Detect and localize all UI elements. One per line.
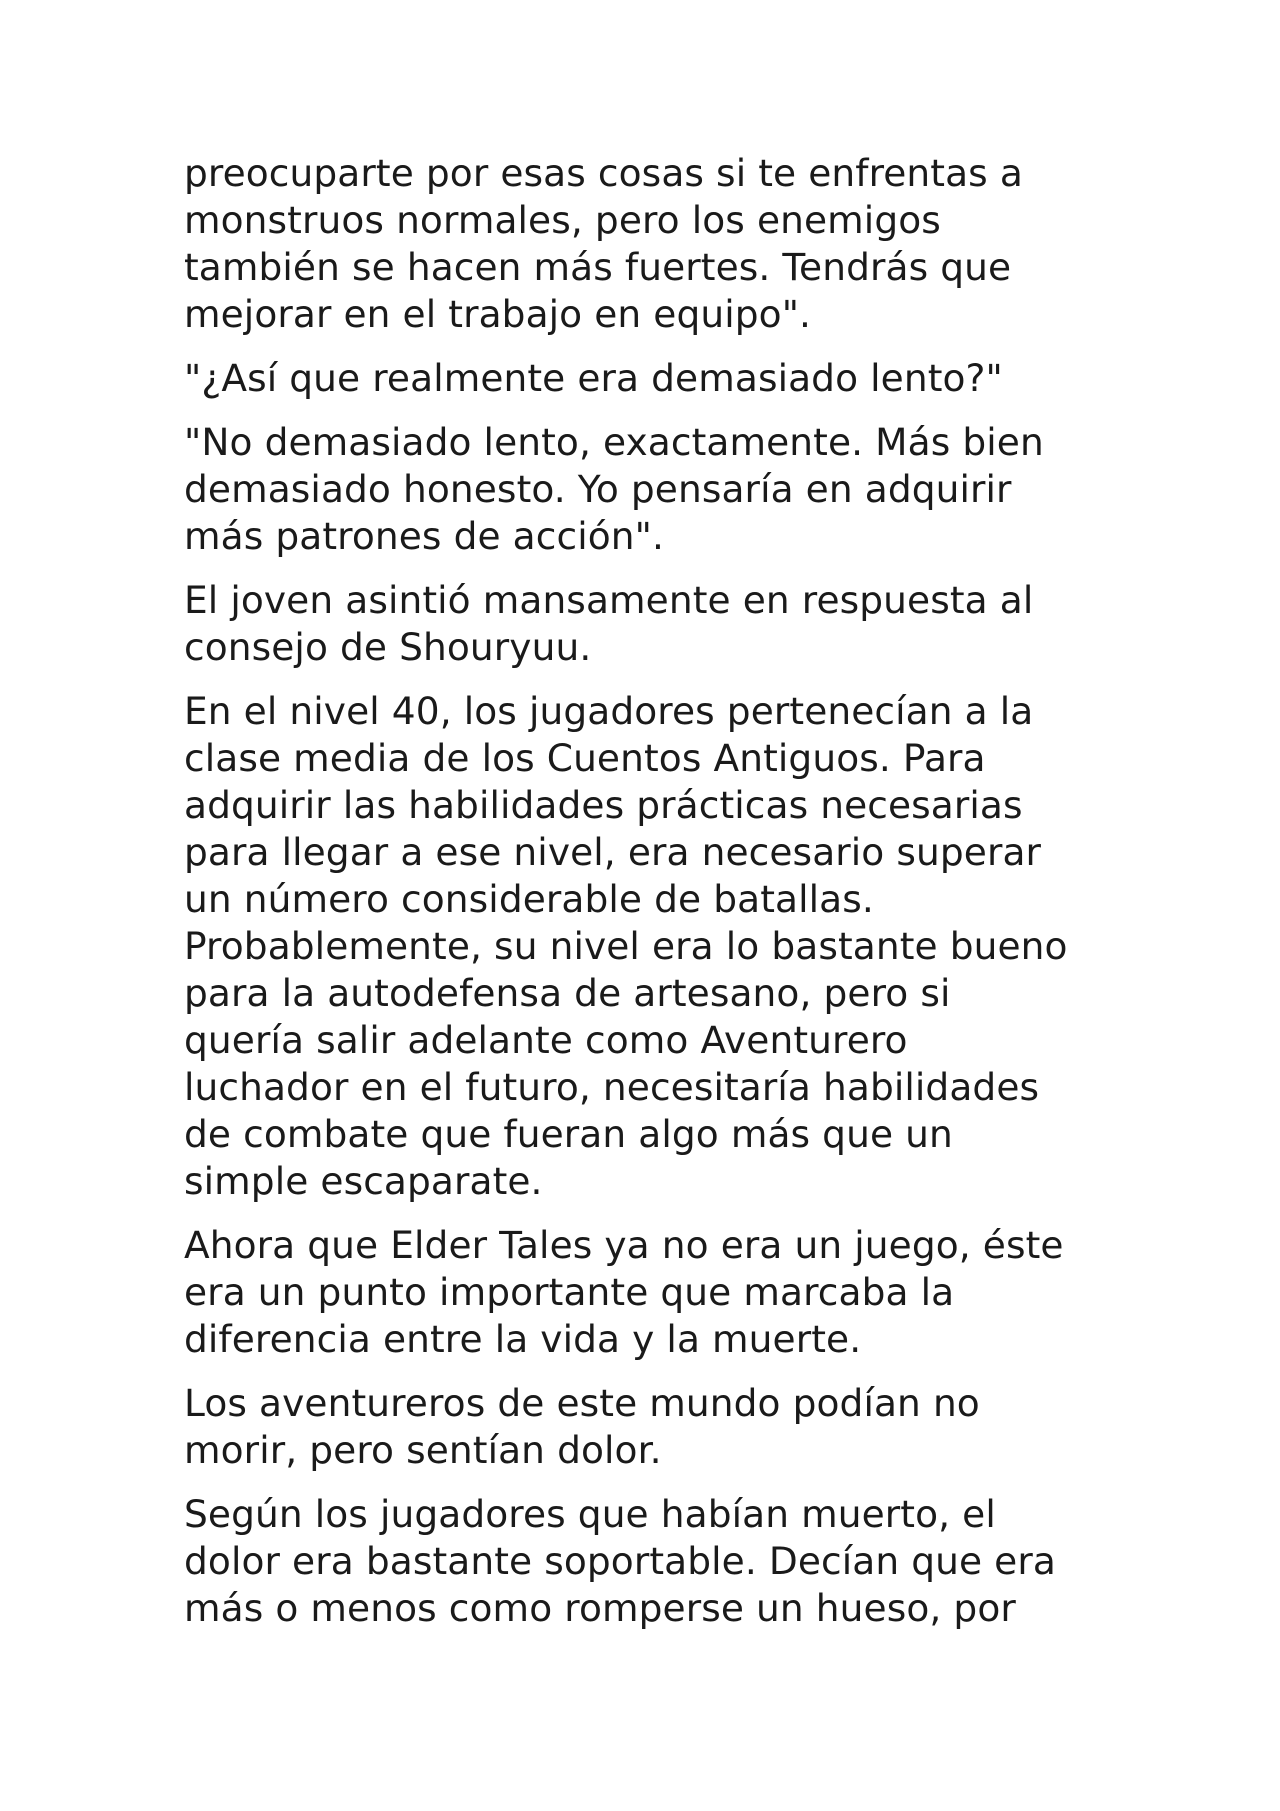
text-line: simple escaparate. bbox=[184, 1159, 543, 1203]
text-line: un número considerable de batallas. bbox=[184, 877, 874, 921]
text-line: también se hacen más fuertes. Tendrás que bbox=[184, 245, 1012, 289]
paragraph bbox=[184, 1380, 1124, 1474]
text-line: "No demasiado lento, exactamente. Más bien bbox=[184, 420, 1044, 464]
text-line: preocuparte por esas cosas si te enfrentas a bbox=[184, 151, 1023, 195]
text-line: demasiado honesto. Yo pensaría en adquirir bbox=[184, 467, 1012, 511]
text-line: más patrones de acción". bbox=[184, 514, 664, 558]
paragraph bbox=[184, 688, 1124, 1205]
paragraph bbox=[184, 355, 1124, 402]
text-line: consejo de Shouryuu. bbox=[184, 625, 592, 669]
text-line: morir, pero sentían dolor. bbox=[184, 1428, 662, 1472]
text-line: más o menos como romperse un hueso, por bbox=[184, 1586, 1016, 1630]
text-line: diferencia entre la vida y la muerte. bbox=[184, 1317, 862, 1361]
text-line: Ahora que Elder Tales ya no era un juego, éste bbox=[184, 1223, 1064, 1267]
text-line: Según los jugadores que habían muerto, el bbox=[184, 1492, 996, 1536]
text-line: era un punto importante que marcaba la bbox=[184, 1270, 955, 1314]
text-line: monstruos normales, pero los enemigos bbox=[184, 198, 941, 242]
paragraph bbox=[184, 1491, 1124, 1632]
text-line: En el nivel 40, los jugadores pertenecían a la bbox=[184, 689, 1034, 733]
text-line: Los aventureros de este mundo podían no bbox=[184, 1381, 980, 1425]
text-body bbox=[184, 150, 1124, 1649]
text-line: de combate que fueran algo más que un bbox=[184, 1112, 953, 1156]
text-line: para la autodefensa de artesano, pero si bbox=[184, 971, 951, 1015]
text-line: "¿Así que realmente era demasiado lento?" bbox=[184, 356, 1003, 400]
text-line: adquirir las habilidades prácticas necesarias bbox=[184, 783, 1023, 827]
text-line: luchador en el futuro, necesitaría habilidades bbox=[184, 1065, 1040, 1109]
text-line: quería salir adelante como Aventurero bbox=[184, 1018, 908, 1062]
paragraph bbox=[184, 150, 1124, 338]
text-line: mejorar en el trabajo en equipo". bbox=[184, 292, 812, 336]
text-line: Probablemente, su nivel era lo bastante bueno bbox=[184, 924, 1068, 968]
paragraph bbox=[184, 419, 1124, 560]
text-line: El joven asintió mansamente en respuesta al bbox=[184, 578, 1034, 622]
text-line: clase media de los Cuentos Antiguos. Para bbox=[184, 736, 986, 780]
text-line: para llegar a ese nivel, era necesario superar bbox=[184, 830, 1042, 874]
paragraph bbox=[184, 1222, 1124, 1363]
text-line: dolor era bastante soportable. Decían que era bbox=[184, 1539, 1056, 1583]
paragraph bbox=[184, 577, 1124, 671]
